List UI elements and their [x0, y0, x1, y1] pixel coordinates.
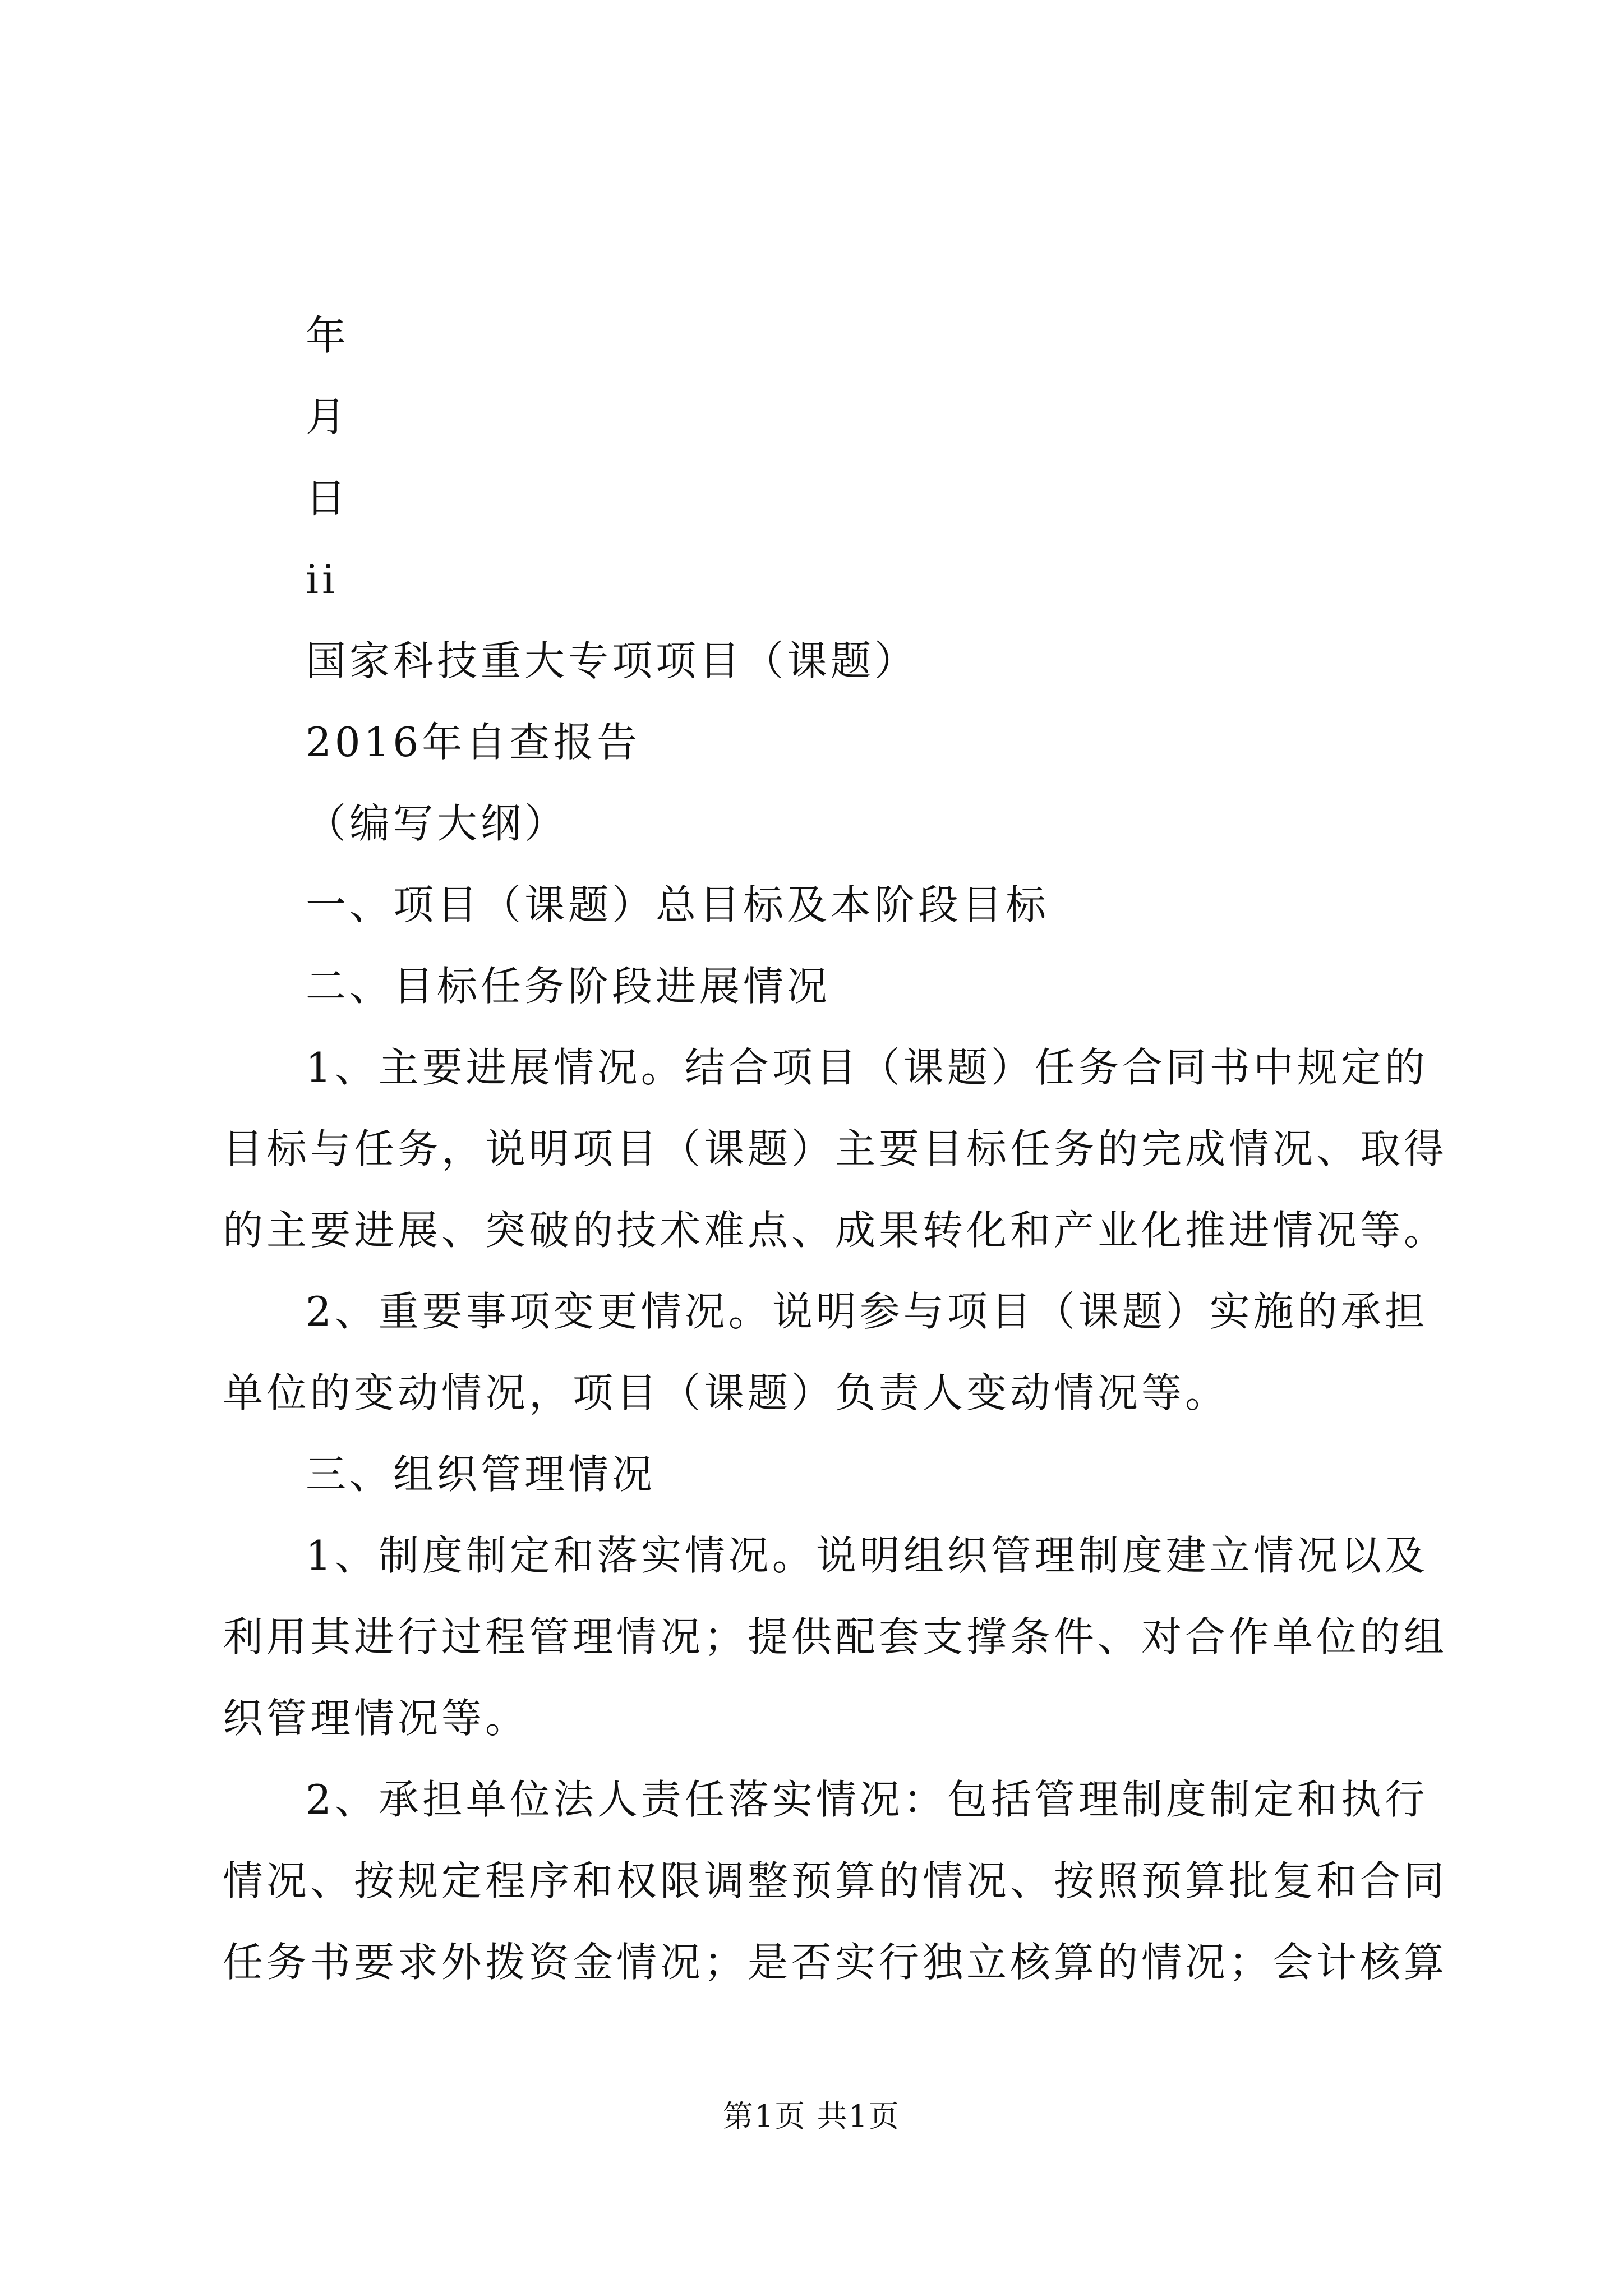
paragraph-line: 的主要进展、突破的技术难点、成果转化和产业化推进情况等。	[223, 1207, 1448, 1254]
page-footer: 第1页 共1页	[723, 2099, 900, 2134]
title-line-3: （编写大纲）	[306, 800, 569, 847]
paragraph-line: 情况、按规定程序和权限调整预算的情况、按照预算批复和合同	[223, 1857, 1448, 1904]
paragraph-line: 2、重要事项变更情况。说明参与项目（课题）实施的承担	[306, 1288, 1428, 1335]
section-1-heading: 一、项目（课题）总目标及本阶段目标	[306, 881, 1050, 928]
paragraph-line: 2、承担单位法人责任落实情况：包括管理制度制定和执行	[306, 1776, 1428, 1823]
paragraph-line: 1、制度制定和落实情况。说明组织管理制度建立情况以及	[306, 1532, 1428, 1579]
date-day: 日	[306, 475, 350, 522]
page-marker: ii	[306, 556, 339, 603]
title-line-1: 国家科技重大专项项目（课题）	[306, 637, 919, 684]
paragraph-line: 1、主要进展情况。结合项目（课题）任务合同书中规定的	[306, 1044, 1428, 1091]
date-year: 年	[306, 312, 350, 359]
date-month: 月	[306, 393, 350, 440]
section-2-heading: 二、目标任务阶段进展情况	[306, 963, 831, 1010]
paragraph-line: 利用其进行过程管理情况；提供配套支撑条件、对合作单位的组	[223, 1613, 1448, 1660]
title-line-2: 2016年自查报告	[306, 719, 641, 766]
paragraph-line: 织管理情况等。	[223, 1695, 529, 1742]
paragraph-line: 任务书要求外拨资金情况；是否实行独立核算的情况；会计核算	[223, 1939, 1448, 1986]
section-3-heading: 三、组织管理情况	[306, 1451, 656, 1498]
paragraph-line: 单位的变动情况，项目（课题）负责人变动情况等。	[223, 1369, 1229, 1416]
paragraph-line: 目标与任务，说明项目（课题）主要目标任务的完成情况、取得	[223, 1125, 1448, 1172]
